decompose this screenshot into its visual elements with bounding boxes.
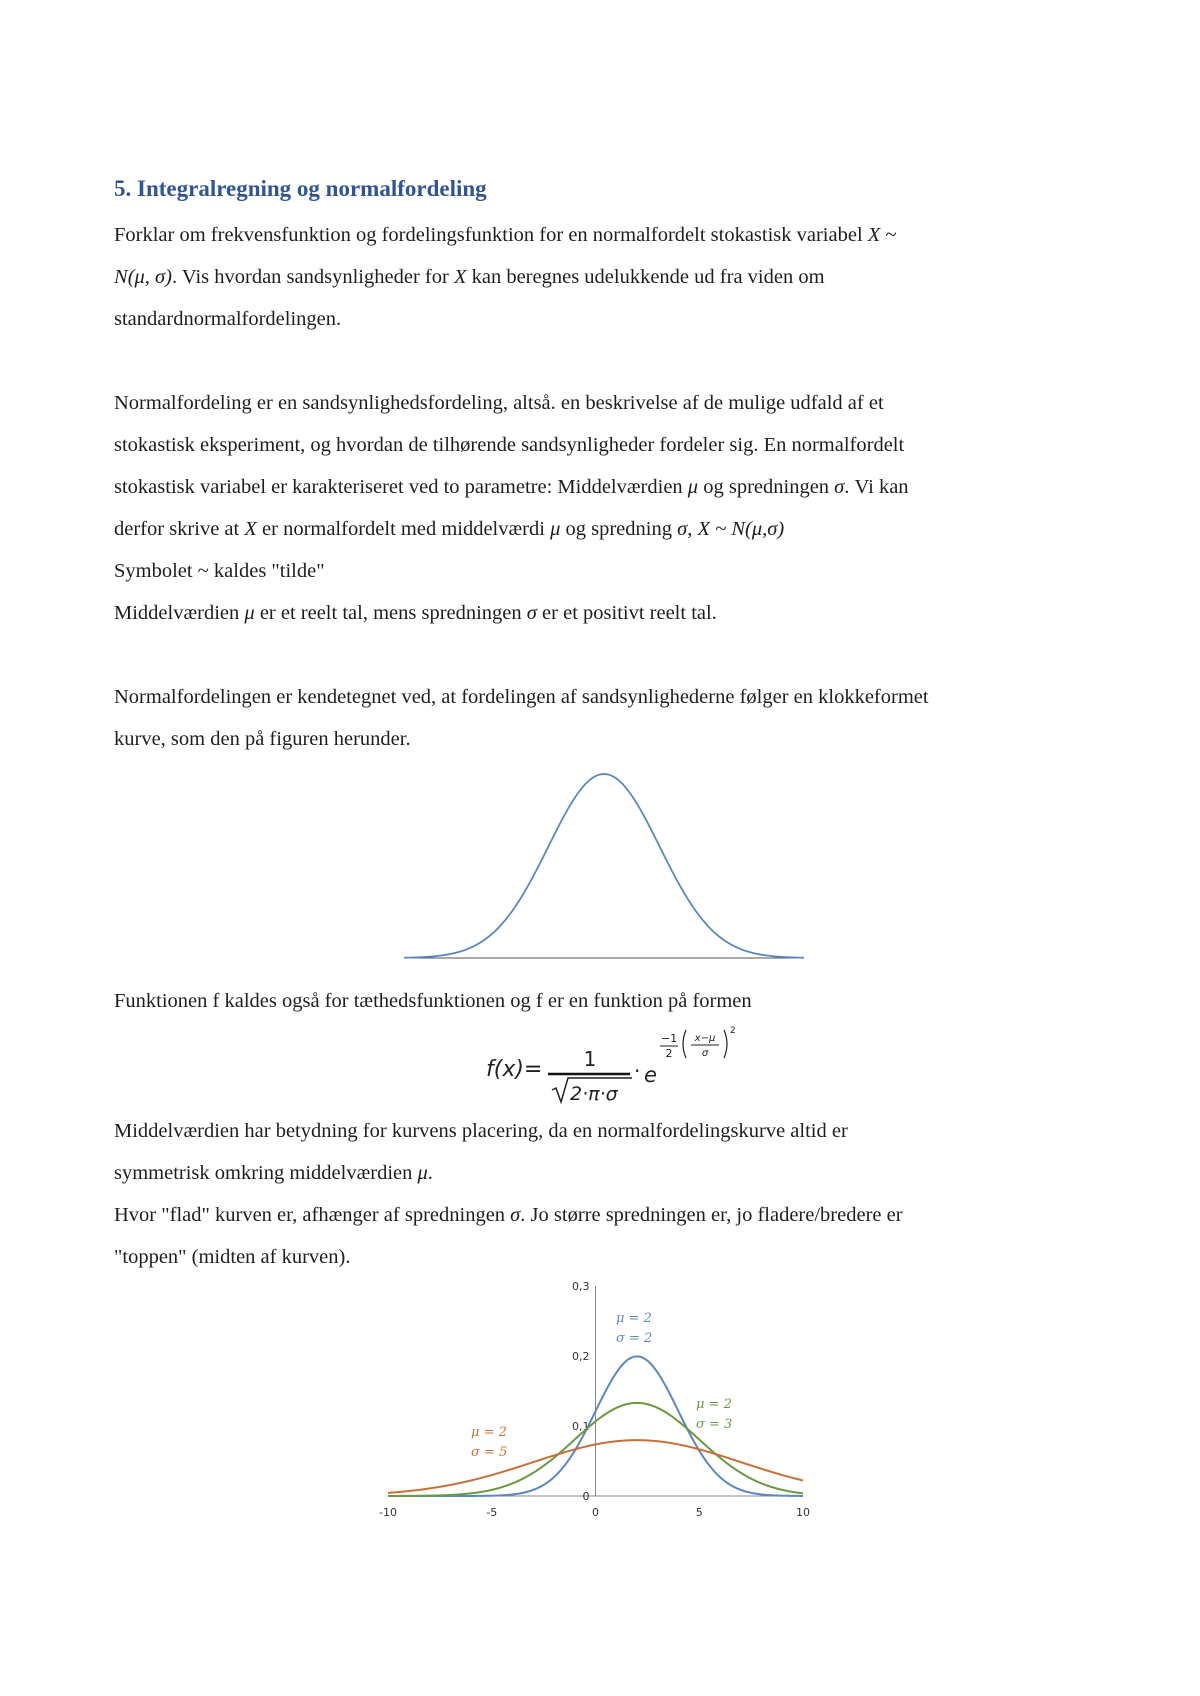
text: . Jo større spredningen er, jo fladere/bredere er — [520, 1204, 903, 1226]
formula-e: e — [644, 1063, 657, 1087]
x-tick-label: 10 — [796, 1506, 810, 1519]
formula-lhs: f(x)= — [486, 1057, 543, 1082]
series-label-mu: μ = 2 — [616, 1311, 652, 1326]
text: er et positivt reelt tal. — [536, 602, 717, 624]
x-tick-label: -5 — [486, 1506, 498, 1519]
para4-line-2 — [114, 1152, 1094, 1194]
text: Hvor "flad" kurven er, afhænger af spredningen — [114, 1204, 511, 1226]
math-sigma: σ — [834, 476, 845, 498]
math-X: X — [244, 518, 257, 540]
exp-paren-right — [724, 1030, 727, 1058]
para3: Funktionen f kaldes også for tæthedsfunktionen og f er en funktion på formen — [114, 990, 752, 1012]
section-heading: 5. Integralregning og normalfordeling — [114, 176, 487, 201]
para4-line-4: "toppen" (midten af kurven). — [114, 1246, 351, 1268]
text: stokastisk variabel er karakteriseret ved to parametre: Middelværdien — [114, 476, 688, 498]
intro-line-2 — [114, 256, 1094, 298]
math-X: X — [453, 266, 467, 288]
spacer — [114, 340, 1094, 382]
text: og spredning — [560, 518, 678, 540]
exp-frac-num: −1 — [660, 1032, 678, 1045]
document-page — [114, 172, 1094, 1548]
exp-inner-num: x−μ — [694, 1033, 716, 1044]
para2-line-1: Normalfordelingen er kendetegnet ved, at fordelingen af sandsynlighederne følger en klokkeformet — [114, 686, 929, 708]
para1-line-6 — [114, 592, 1094, 634]
para1-line-3 — [114, 466, 1094, 508]
y-tick-label: 0,1 — [572, 1420, 590, 1433]
math-sigma: σ — [677, 518, 688, 540]
exp-frac-den: 2 — [665, 1047, 673, 1060]
series-label-sigma: σ = 5 — [471, 1445, 508, 1460]
formula-svg — [486, 1022, 746, 1110]
bell-curve-figure — [114, 760, 1094, 980]
series-label-sigma: σ = 3 — [696, 1417, 733, 1432]
para1-line-2: stokastisk eksperiment, og hvordan de tilhørende sandsynligheder fordeler sig. En normalfordelt — [114, 434, 905, 456]
normal-curves-chart — [366, 1278, 810, 1528]
para1-line-5: Symbolet ~ kaldes "tilde" — [114, 560, 325, 582]
intro-text: Forklar om frekvensfunktion og fordelingsfunktion for en normalfordelt stokastisk variabel — [114, 224, 868, 246]
bell-curve-series-0 — [404, 774, 804, 958]
para4-line-3 — [114, 1194, 1094, 1236]
formula-dot: · — [634, 1059, 641, 1083]
math-mu: μ — [244, 602, 255, 624]
math-sigma: σ — [526, 602, 537, 624]
math-X: X — [867, 224, 881, 246]
text: . — [427, 1162, 433, 1184]
para1-line-4 — [114, 508, 1094, 550]
text: og spredningen — [698, 476, 835, 498]
y-tick-label: 0,3 — [572, 1280, 590, 1293]
math-mu: μ — [687, 476, 699, 498]
intro-text: . Vis hvordan sandsynligheder for — [172, 266, 454, 288]
formula-denominator: 2·π·σ — [570, 1083, 618, 1105]
y-tick-label: 0,2 — [572, 1350, 590, 1363]
text: er normalfordelt med middelværdi — [256, 518, 551, 540]
text: derfor skrive at — [114, 518, 245, 540]
text: . Vi kan — [844, 476, 909, 498]
exp-power: 2 — [730, 1026, 736, 1036]
math-params: (μ, σ) — [127, 266, 172, 288]
x-tick-label: 0 — [592, 1506, 599, 1519]
series-label-mu: μ = 2 — [471, 1425, 507, 1440]
para4-line-1: Middelværdien har betydning for kurvens placering, da en normalfordelingskurve altid er — [114, 1120, 848, 1142]
math-mu: μ — [417, 1162, 428, 1184]
series-label-sigma: σ = 2 — [616, 1331, 653, 1346]
intro-line-3: standardnormalfordelingen. — [114, 308, 342, 330]
math-N: N — [114, 266, 128, 288]
formula-numerator: 1 — [583, 1047, 597, 1071]
text: er et reelt tal, mens spredningen — [254, 602, 527, 624]
text: symmetrisk omkring middelværdien — [114, 1162, 418, 1184]
x-tick-label: -10 — [379, 1506, 397, 1519]
intro-line-1 — [114, 214, 1094, 256]
exp-paren-left — [683, 1030, 686, 1058]
math-sigma: σ — [510, 1204, 521, 1226]
text: , — [687, 518, 698, 540]
exp-inner-den: σ — [701, 1048, 709, 1059]
para2-line-2: kurve, som den på figuren herunder. — [114, 728, 411, 750]
series-label-mu: μ = 2 — [696, 1397, 732, 1412]
math-expression: X ~ N(μ,σ) — [697, 518, 785, 540]
math-mu: μ — [550, 518, 561, 540]
para1-line-1: Normalfordeling er en sandsynlighedsfordeling, altså. en beskrivelse af de mulige udfald af et — [114, 392, 884, 414]
bell-curve-chart — [404, 760, 804, 965]
intro-text: ~ — [880, 224, 897, 246]
normal-curves-figure — [114, 1278, 1094, 1548]
y-tick-label: 0 — [582, 1490, 590, 1503]
text: Middelværdien — [114, 602, 245, 624]
density-formula — [114, 1022, 1094, 1110]
intro-text: kan beregnes udelukkende ud fra viden om — [466, 266, 825, 288]
x-tick-label: 5 — [695, 1506, 703, 1519]
spacer — [114, 634, 1094, 676]
